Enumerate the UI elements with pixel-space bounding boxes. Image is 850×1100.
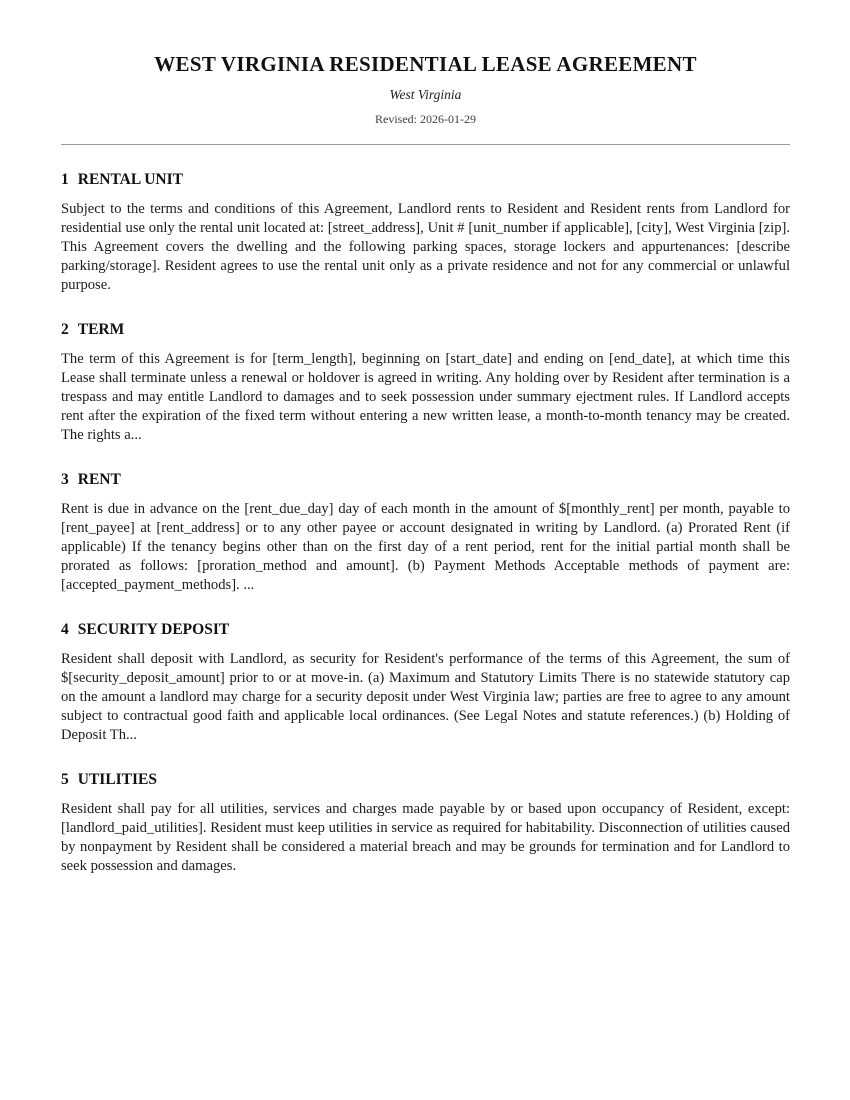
section-heading [61, 471, 790, 489]
section-heading-label: SECURITY DEPOSIT [77, 621, 230, 638]
section-utilities [61, 771, 790, 876]
section-body: Subject to the terms and conditions of this Agreement, Landlord rents to Resident and Resident rents from Landlord for residential use only the rental unit located at: [street_address], Unit # [unit_number if applicable], [city], West Virginia [zip]. This Agreement covers the dwelling and the following parking spaces, storage lockers and appurtenances: [describe parking/storage]. Resident agrees to use the rental unit only as a private residence and not for any commercial or unlawful purpose. [61, 201, 790, 293]
section-number: 2 [61, 321, 69, 338]
document-header [61, 53, 790, 126]
section-body: Resident shall deposit with Landlord, as security for Resident's performance of the terms of this Agreement, the sum of $[security_deposit_amount] prior to or at move-in. (a) Maximum and Statutory Limits There is no statewide statutory cap on the amount a landlord may charge for a security deposit under West Virginia law; parties are free to agree to any amount subject to contractual good faith and applicable local ordinances. (See Legal Notes and statute references.) (b) Holding of Deposit Th... [61, 651, 790, 743]
section-heading-label: TERM [77, 321, 125, 338]
section-body: Rent is due in advance on the [rent_due_day] day of each month in the amount of $[monthly_rent] per month, payable to [rent_payee] at [rent_address] or to any other payee or account designated in writing by Landlord. (a) Prorated Rent (if applicable) If the tenancy begins other than on the first day of a rent period, rent for the initial partial month shall be prorated as follows: [proration_method and amount]. (b) Payment Methods Acceptable methods of payment are: [accepted_payment_methods]. ... [61, 501, 790, 593]
document-subtitle: West Virginia [389, 87, 462, 102]
section-heading [61, 771, 790, 789]
document-title: WEST VIRGINIA RESIDENTIAL LEASE AGREEMENT [154, 52, 697, 76]
section-heading-label: RENTAL UNIT [77, 171, 183, 188]
section-body: Resident shall pay for all utilities, services and charges made payable by or based upon occupancy of Resident, except: [landlord_paid_utilities]. Resident must keep utilities in service as required for habitability. Disconnection of utilities caused by nonpayment by Resident shall be considered a material breach and may be grounds for termination and for Landlord to seek possession and damages. [61, 801, 790, 874]
section-security-deposit [61, 621, 790, 745]
section-rental-unit [61, 171, 790, 295]
section-heading [61, 621, 790, 639]
section-number: 1 [61, 171, 69, 188]
section-rent [61, 471, 790, 595]
section-term [61, 321, 790, 445]
section-heading-label: UTILITIES [77, 771, 158, 788]
section-number: 3 [61, 471, 69, 488]
section-heading-label: RENT [77, 471, 121, 488]
section-heading [61, 171, 790, 189]
document-revised-date: Revised: 2026-01-29 [375, 112, 476, 126]
section-number: 5 [61, 771, 69, 788]
section-heading [61, 321, 790, 339]
header-divider [61, 144, 790, 145]
section-number: 4 [61, 621, 69, 638]
section-body: The term of this Agreement is for [term_length], beginning on [start_date] and ending on [end_date], at which time this Lease shall terminate unless a renewal or holdover is agreed in writing. Any holding over by Resident after termination is a trespass and may entitle Landlord to damages and to seek possession under summary ejectment rules. If Landlord accepts rent after the expiration of the fixed term without entering a new written lease, a month-to-month tenancy may be created. The rights a... [61, 351, 790, 443]
